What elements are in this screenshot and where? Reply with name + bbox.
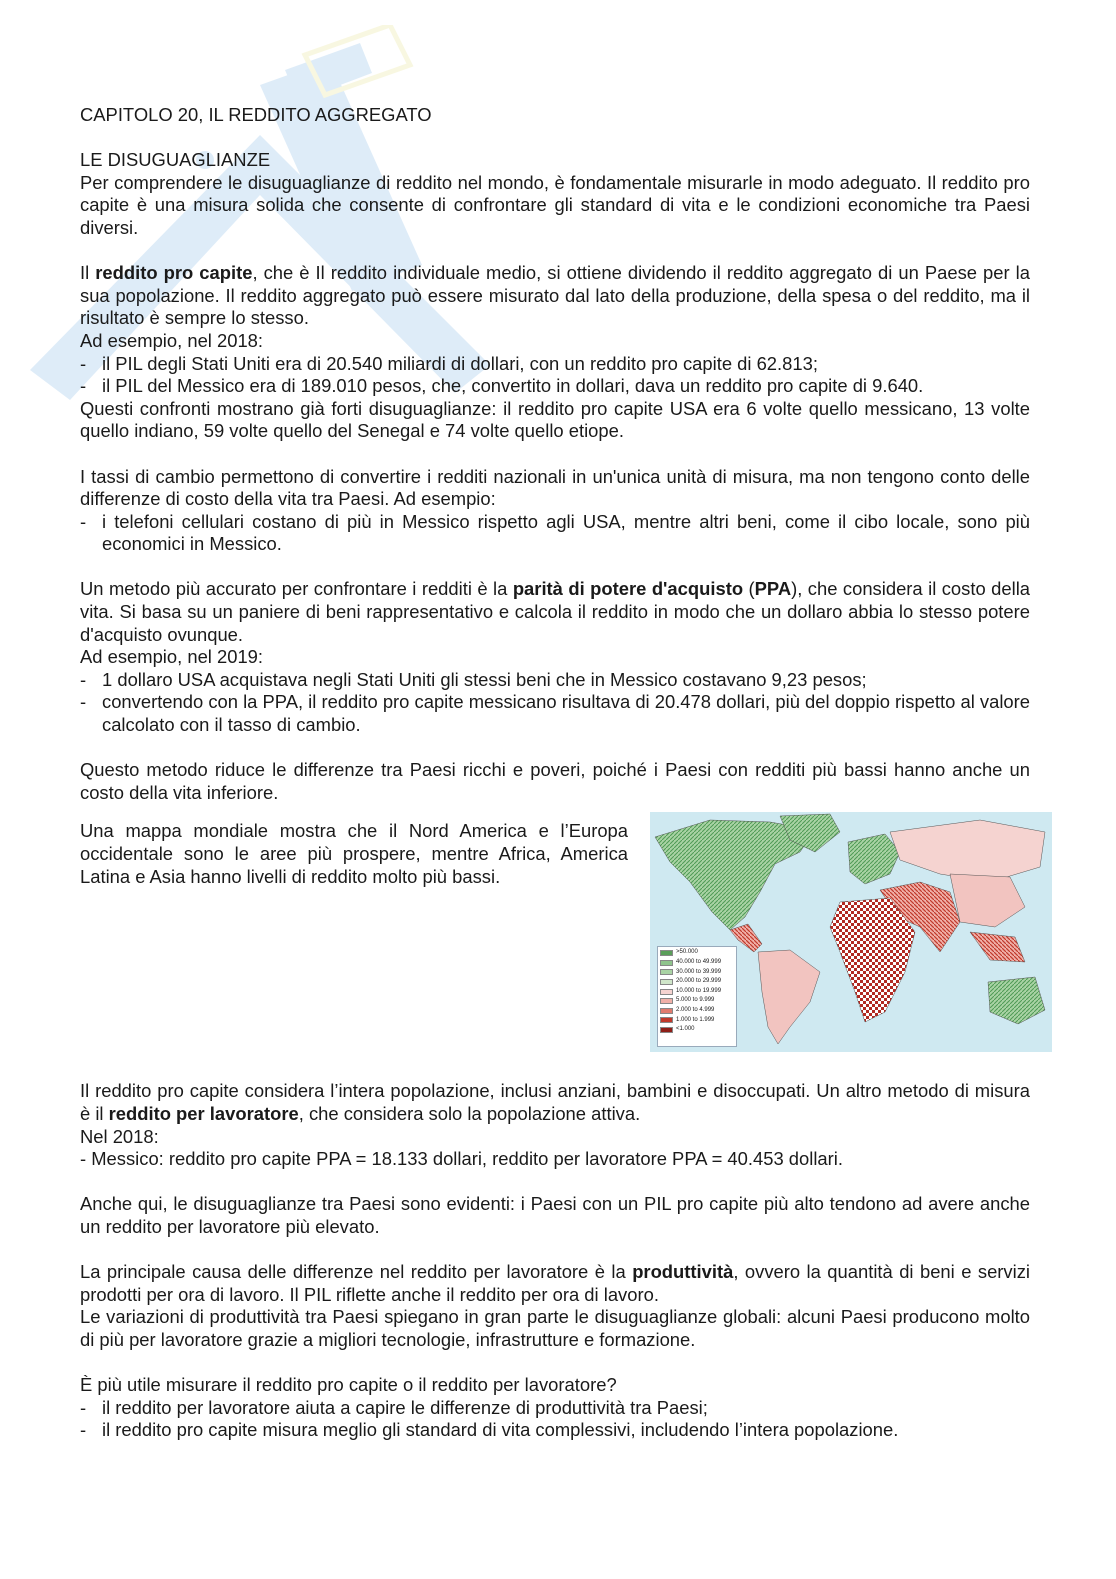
term-ppa: parità di potere d'acquisto [512, 578, 744, 600]
list-item: - il reddito per lavoratore aiuta a capire le differenze di produttività tra Paesi; [80, 1396, 708, 1418]
world-income-map [650, 812, 1052, 1052]
legend-item: 1.000 to 1.999 [660, 1016, 734, 1026]
exchange-rate-paragraph: I tassi di cambio permettono di convertire i redditi nazionali in un'unica unità di misura, ma non tengono conto delle differenze di costo della vita tra Paesi. Ad esempio: [80, 465, 1030, 510]
list-item: - il PIL del Messico era di 189.010 pesos, che, convertito in dollari, dava un reddito pro capite di 9.640. [80, 375, 924, 397]
evident-paragraph: Anche qui, le disuguaglianze tra Paesi sono evidenti: i Paesi con un PIL pro capite più alto tendono ad avere anche un reddito per lavoratore più elevato. [80, 1193, 1030, 1237]
comparison-paragraph: Questi confronti mostrano già forti disuguaglianze: il reddito pro capite USA era 6 volte quello messicano, 13 volte quello indiano, 59 volte quello del Senegal e 74 volte quello etiope. [80, 397, 1030, 442]
ppa-paragraph: Un metodo più accurato per confrontare i redditi è la parità di potere d'acquisto (PPA), che considera il costo della vita. Si basa su un paniere di beni rappresentativo e calcola il reddito in modo che un dollaro abbia lo stesso potere d'acquisto ovunque. [80, 578, 1031, 645]
map-description: Una mappa mondiale mostra che il Nord America e l’Europa occidentale sono le aree più prospere, mentre Africa, America Latina e Asia hanno livelli di reddito molto più bassi. [80, 820, 628, 887]
legend-item: 2.000 to 4.999 [660, 1006, 734, 1016]
term-reddito-per-lavoratore: reddito per lavoratore [108, 1103, 299, 1124]
map-legend [657, 946, 737, 1047]
legend-item: 10.000 to 19.999 [660, 987, 734, 997]
question-line: È più utile misurare il reddito pro capite o il reddito per lavoratore? [80, 1374, 617, 1396]
legend-item: <1.000 [660, 1025, 734, 1035]
term-reddito-pro-capite: reddito pro capite [95, 262, 253, 284]
worker-paragraph: Il reddito pro capite considera l’intera popolazione, inclusi anziani, bambini e disoccupati. Un altro metodo di misura è il reddito per lavoratore, che considera solo la popolazione attiva. [80, 1080, 1030, 1124]
term-ppa-acronym: PPA [754, 578, 792, 600]
list-item: - 1 dollaro USA acquistava negli Stati Uniti gli stessi beni che in Messico costavano 9,23 pesos; [80, 668, 867, 690]
map-section [80, 812, 1030, 1080]
document-body [80, 104, 1030, 1442]
mexico-line: - Messico: reddito pro capite PPA = 18.133 dollari, reddito per lavoratore PPA = 40.453 dollari. [80, 1148, 843, 1170]
list-item: - i telefoni cellulari costano di più in Messico rispetto agli USA, mentre altri beni, come il cibo locale, sono più economici in Messico. [80, 510, 1030, 555]
legend-item: 40.000 to 49.999 [660, 958, 734, 968]
productivity-paragraph: La principale causa delle differenze nel reddito per lavoratore è la produttività, ovvero la quantità di beni e servizi prodotti per ora di lavoro. Il PIL riflette anche il reddito per ora di lavoro. [80, 1261, 1030, 1305]
legend-item: 20.000 to 29.999 [660, 977, 734, 987]
list-item: - il reddito pro capite misura meglio gli standard di vita complessivi, includendo l’intera popolazione. [80, 1419, 899, 1441]
chapter-title: CAPITOLO 20, IL REDDITO AGGREGATO [80, 104, 432, 125]
example-2018-label: Ad esempio, nel 2018: [80, 329, 264, 351]
intro-paragraph: Per comprendere le disuguaglianze di reddito nel mondo, è fondamentale misurarle in modo adeguato. Il reddito pro capite è una misura solida che consente di confrontare gli standard di vita e le condizioni economiche tra Paesi diversi. [80, 171, 1030, 238]
list-item: - convertendo con la PPA, il reddito pro capite messicano risultava di 20.478 dollari, più del doppio rispetto al valore calcolato con il tasso di cambio. [80, 691, 1030, 736]
legend-item: 30.000 to 39.999 [660, 968, 734, 978]
example-2019-label: Ad esempio, nel 2019: [80, 646, 264, 668]
per-capita-paragraph: Il reddito pro capite, che è Il reddito individuale medio, si ottiene dividendo il reddito aggregato di un Paese per la sua popolazione. Il reddito aggregato può essere misurato dal lato della produzione, della spesa o del reddito, ma il risultato è sempre lo stesso. [80, 262, 1030, 329]
variations-paragraph: Le variazioni di produttività tra Paesi spiegano in gran parte le disuguaglianze globali: alcuni Paesi producono molto di più per lavoratore grazie a migliori tecnologie, infrastrutture e formazione. [80, 1306, 1030, 1350]
legend-item: >50.000 [660, 948, 734, 958]
list-item: - il PIL degli Stati Uniti era di 20.540 miliardi di dollari, con un reddito pro capite di 62.813; [80, 352, 818, 374]
method-note-paragraph: Questo metodo riduce le differenze tra Paesi ricchi e poveri, poiché i Paesi con redditi più bassi hanno anche un costo della vita inferiore. [80, 759, 1030, 803]
year-2018-label: Nel 2018: [80, 1125, 159, 1147]
section-heading: LE DISUGUAGLIANZE [80, 149, 271, 171]
legend-item: 5.000 to 9.999 [660, 996, 734, 1006]
term-produttivita: produttività [632, 1261, 734, 1283]
